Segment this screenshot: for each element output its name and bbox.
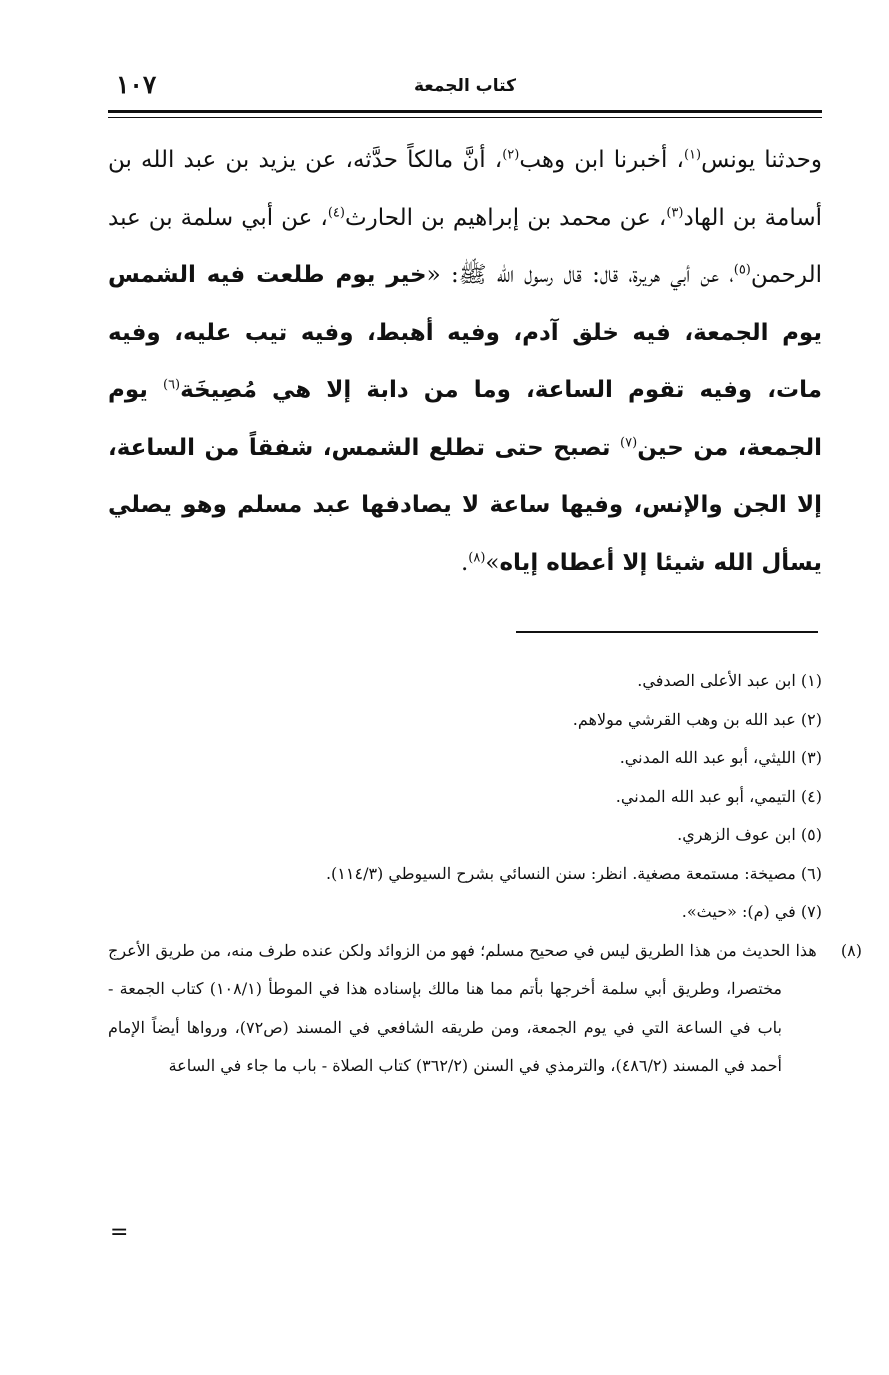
- footnote-number: (١): [800, 671, 822, 690]
- footnote: [108, 662, 822, 701]
- footnote-number: (٣): [800, 748, 822, 767]
- isnad-part: ، أنَّ مالكاً حدَّثه، عن يزيد بن عبد الله بن أسامة بن الهاد: [108, 147, 822, 231]
- isnad-part: وحدثنا يونس: [701, 147, 822, 173]
- isnad-part: ، عن أبي سلمة بن عبد الرحمن: [108, 204, 822, 288]
- continuation-mark: =: [110, 1220, 129, 1245]
- footnote-text: في (م): «حيث».: [681, 902, 796, 921]
- footnote-ref: (٦): [162, 377, 181, 393]
- footnote: [108, 739, 822, 778]
- hadith-matn: خير يوم طلعت فيه الشمس يوم الجمعة، فيه خلق آدم، وفيه أهبط، وفيه تيب عليه، وفيه مات، وفيه تقوم الساعة، وما من دابة إلا هي مُصِيخَة: [108, 262, 822, 403]
- isnad-part: ، عن أبي هريرة، قال: قال رسول الله ﷺ: «: [426, 262, 734, 288]
- hadith-matn: تصبح حتى تطلع الشمس، شفقاً من الساعة، إلا الجن والإنس، وفيها ساعة لا يصادفها عبد مسلم وهو يصلي يسأل الله شيئا إلا أعطاه إياه: [108, 434, 822, 576]
- footnote-number: (٢): [800, 709, 822, 729]
- closing-quote: »: [485, 549, 500, 576]
- final-period: .: [460, 549, 469, 576]
- main-text: [108, 132, 822, 592]
- running-title: كتاب الجمعة: [414, 76, 516, 96]
- footnote-number: (٤): [800, 786, 822, 806]
- footnote-ref: (٨): [468, 549, 486, 565]
- hadith-matn: يوم الجمعة، من حين: [108, 377, 822, 461]
- footnote-number: (٧): [800, 902, 822, 921]
- footnote-text: الليثي، أبو عبد الله المدني.: [619, 748, 796, 767]
- footnote-text: ابن عبد الأعلى الصدفي.: [637, 671, 796, 690]
- footnote-ref: (٢): [502, 147, 520, 163]
- isnad-part: ، أخبرنا ابن وهب: [519, 147, 684, 173]
- footnote-ref: (٧): [620, 434, 638, 450]
- footnote-number: (٦): [800, 863, 822, 883]
- footnote: [108, 893, 822, 932]
- footnote-ref: (٤): [327, 204, 345, 220]
- page-number: ١٠٧: [116, 70, 157, 99]
- footnote-text: هذا الحديث من هذا الطريق ليس في صحيح مسلم؛ فهو من الزوائد ولكن عنده طرف منه، من طريق الأعرج مختصرا، وطريق أبي سلمة أخرجها بأتم مما هنا مالك بإسناده هذا في الموطأ (١٠٨/١) كتاب الجمعة - باب في الساعة التي في يوم الجمعة، ومن طريقه الشافعي في المسند (ص٧٢)، ورواها أيضاً الإمام أحمد في المسند (٤٨٦/٢)، والترمذي في السنن (٣٦٢/٢) كتاب الصلاة - باب ما جاء في الساعة: [108, 940, 817, 1075]
- footnote-text: مصيخة: مستمعة مصغية. انظر: سنن النسائي بشرح السيوطي (١١٤/٣).: [325, 863, 796, 883]
- footnote: [108, 701, 822, 740]
- footnote-ref: (٥): [733, 262, 751, 278]
- footnote: (٨) هذا الحديث من هذا الطريق ليس في صحيح مسلم؛ فهو من الزوائد ولكن عنده طرف منه، من طريق الأعرج مختصرا، وطريق أبي سلمة أخرجها بأتم مما هنا مالك بإسناده هذا في الموطأ (١٠٨/١) كتاب الجمعة - باب في الساعة التي في يوم الجمعة، ومن طريقه الشافعي في المسند (ص٧٢)، ورواها أيضاً الإمام أحمد في المسند (٤٨٦/٢)، والترمذي في السنن (٣٦٢/٢) كتاب الصلاة - باب ما جاء في الساعة: [108, 940, 862, 1075]
- isnad-part: ، عن محمد بن إبراهيم بن الحارث: [344, 204, 667, 231]
- header-rule-thin: [108, 117, 822, 118]
- footnote-text: التيمي، أبو عبد الله المدني.: [615, 786, 796, 806]
- page-header: [108, 70, 822, 110]
- footnote: [108, 816, 822, 855]
- footnote: [108, 855, 822, 894]
- footnote-text: ابن عوف الزهري.: [677, 825, 796, 844]
- footnote-text: عبد الله بن وهب القرشي مولاهم.: [572, 709, 796, 729]
- hadith-paragraph: [108, 132, 822, 592]
- header-rule-thick: [108, 110, 822, 113]
- footnote-separator: [516, 631, 818, 633]
- footnotes: [108, 662, 862, 1086]
- footnote: [108, 778, 822, 817]
- footnote-number: (٥): [800, 825, 822, 844]
- footnote-ref: (٣): [666, 204, 684, 220]
- footnote-ref: (١): [683, 147, 702, 163]
